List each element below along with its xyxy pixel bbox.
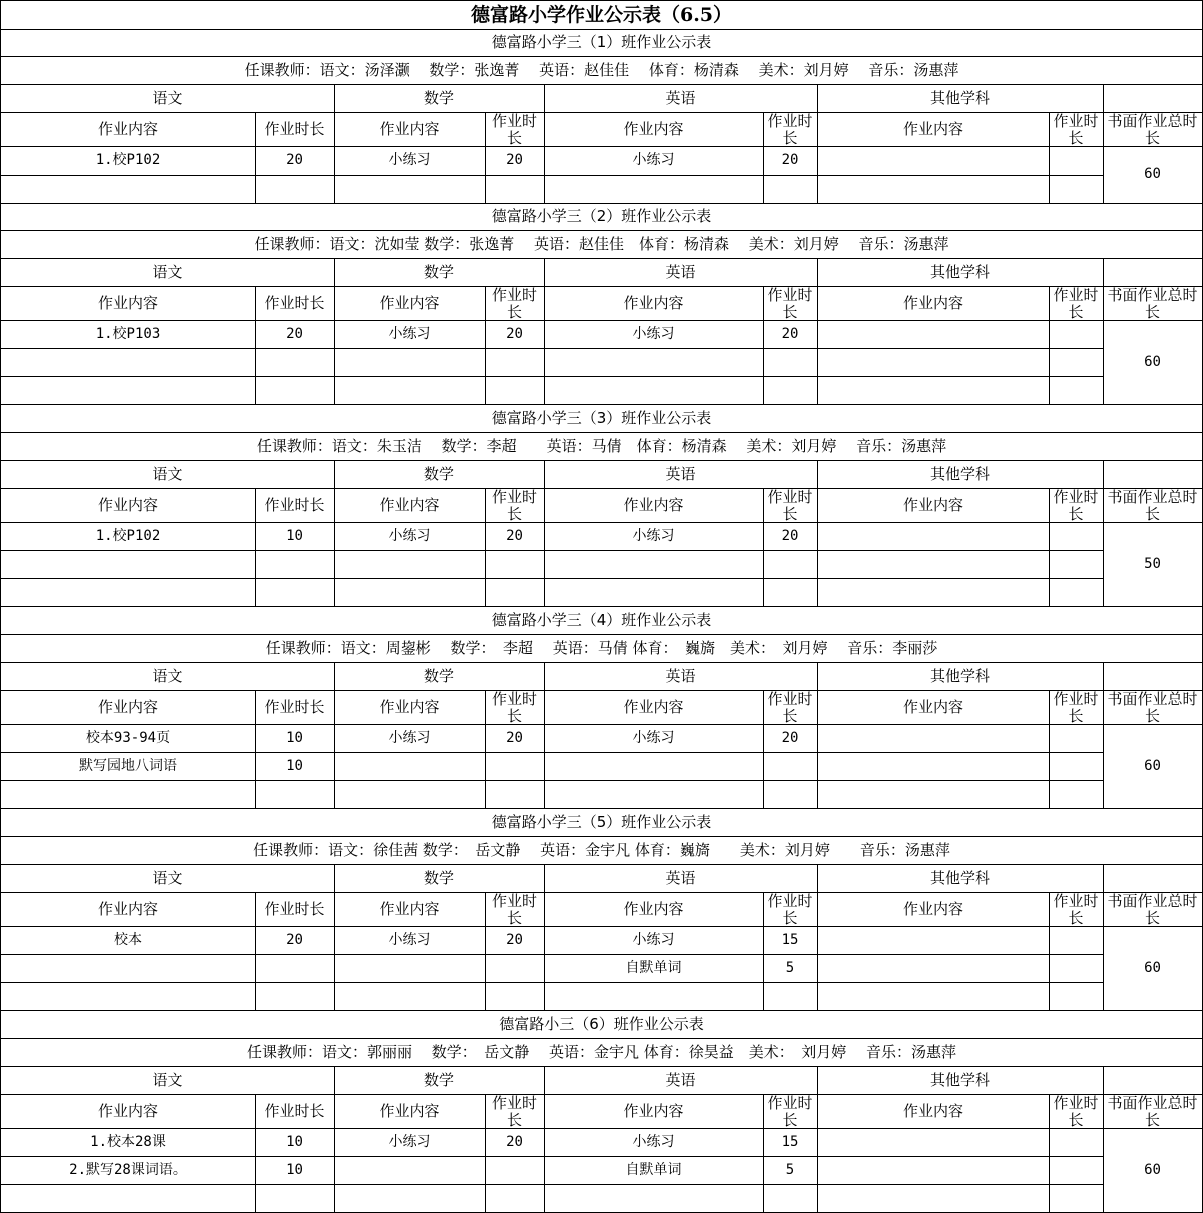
duration-header: 作业时长 [485, 892, 545, 927]
subject-math-header: 数学 [334, 460, 545, 489]
other-duration-cell [1049, 320, 1104, 349]
english-duration-cell: 15 [763, 926, 818, 955]
duration-header: 作业时长 [763, 892, 818, 927]
duration-header: 作业时长 [1049, 690, 1104, 725]
math-duration-cell: 20 [485, 146, 545, 176]
other-content-cell [817, 376, 1050, 405]
chinese-content-cell: 校本93-94页 [0, 724, 256, 753]
subject-chinese-header: 语文 [0, 864, 335, 893]
math-duration-cell [485, 1156, 545, 1185]
total-duration-value: 60 [1103, 1128, 1203, 1213]
other-duration-cell [1049, 376, 1104, 405]
subject-chinese-header: 语文 [0, 662, 335, 691]
teacher-list: 任课教师：语文：沈如莹 数学：张逸菁 英语：赵佳佳 体育：杨清森 美术：刘月婷 音乐：汤惠萍 [0, 230, 1203, 259]
subject-chinese-header: 语文 [0, 1066, 335, 1095]
total-duration-value: 60 [1103, 926, 1203, 1011]
total-duration-value: 50 [1103, 522, 1203, 607]
subject-english-header: 英语 [544, 460, 818, 489]
chinese-content-cell: 1.校P103 [0, 320, 256, 349]
duration-header: 作业时长 [255, 1094, 335, 1129]
subject-other-header: 其他学科 [817, 460, 1104, 489]
content-header: 作业内容 [817, 1094, 1050, 1129]
content-header: 作业内容 [817, 286, 1050, 321]
english-duration-cell: 20 [763, 320, 818, 349]
chinese-content-cell [0, 348, 256, 377]
content-header: 作业内容 [544, 286, 764, 321]
duration-header: 作业时长 [255, 690, 335, 725]
other-content-cell [817, 1184, 1050, 1213]
content-header: 作业内容 [0, 488, 256, 523]
duration-header: 作业时长 [255, 286, 335, 321]
chinese-duration-cell: 10 [255, 724, 335, 753]
subject-other-header: 其他学科 [817, 84, 1104, 113]
math-content-cell [334, 1156, 486, 1185]
other-content-cell [817, 752, 1050, 781]
other-content-cell [817, 1156, 1050, 1185]
subject-english-header: 英语 [544, 662, 818, 691]
content-header: 作业内容 [0, 286, 256, 321]
math-duration-cell [485, 780, 545, 809]
english-duration-cell [763, 982, 818, 1011]
math-duration-cell: 20 [485, 522, 545, 551]
other-content-cell [817, 175, 1050, 204]
content-header: 作业内容 [817, 690, 1050, 725]
english-content-cell: 自默单词 [544, 954, 764, 983]
content-header: 作业内容 [544, 1094, 764, 1129]
other-duration-cell [1049, 780, 1104, 809]
total-duration-value: 60 [1103, 724, 1203, 809]
duration-header: 作业时长 [763, 488, 818, 523]
duration-header: 作业时长 [1049, 112, 1104, 147]
other-duration-cell [1049, 982, 1104, 1011]
english-content-cell [544, 376, 764, 405]
content-header: 作业内容 [0, 112, 256, 147]
subject-other-header: 其他学科 [817, 864, 1104, 893]
english-duration-cell [763, 376, 818, 405]
content-header: 作业内容 [0, 690, 256, 725]
math-content-cell [334, 954, 486, 983]
english-content-cell [544, 550, 764, 579]
english-duration-cell [763, 550, 818, 579]
english-content-cell: 自默单词 [544, 1156, 764, 1185]
chinese-content-cell: 2.默写28课词语。 [0, 1156, 256, 1185]
math-duration-cell [485, 376, 545, 405]
math-duration-cell [485, 578, 545, 607]
math-content-cell: 小练习 [334, 146, 486, 176]
class-title: 德富路小学三（3）班作业公示表 [0, 404, 1203, 433]
subject-english-header: 英语 [544, 864, 818, 893]
english-content-cell [544, 780, 764, 809]
duration-header: 作业时长 [485, 112, 545, 147]
math-content-cell [334, 175, 486, 204]
math-duration-cell: 20 [485, 724, 545, 753]
total-duration-header: 书面作业总时长 [1103, 690, 1203, 725]
chinese-duration-cell [255, 348, 335, 377]
teacher-list: 任课教师：语文：徐佳茜 数学： 岳文静 英语：金宇凡 体育：巍旖 美术：刘月婷 音乐：汤惠萍 [0, 836, 1203, 865]
content-header: 作业内容 [544, 112, 764, 147]
english-duration-cell: 20 [763, 146, 818, 176]
content-header: 作业内容 [334, 690, 486, 725]
class-title: 德富路小学三（1）班作业公示表 [0, 28, 1203, 57]
other-duration-cell [1049, 578, 1104, 607]
chinese-duration-cell [255, 1184, 335, 1213]
english-duration-cell [763, 348, 818, 377]
other-duration-cell [1049, 146, 1104, 176]
english-duration-cell: 15 [763, 1128, 818, 1157]
math-content-cell: 小练习 [334, 1128, 486, 1157]
header-blank-cell [1103, 1066, 1203, 1095]
subject-other-header: 其他学科 [817, 662, 1104, 691]
other-content-cell [817, 146, 1050, 176]
subject-english-header: 英语 [544, 1066, 818, 1095]
other-content-cell [817, 724, 1050, 753]
english-content-cell [544, 982, 764, 1011]
english-duration-cell [763, 175, 818, 204]
math-duration-cell: 20 [485, 320, 545, 349]
math-content-cell [334, 550, 486, 579]
content-header: 作业内容 [817, 112, 1050, 147]
total-duration-header: 书面作业总时长 [1103, 112, 1203, 147]
english-duration-cell: 5 [763, 954, 818, 983]
duration-header: 作业时长 [1049, 1094, 1104, 1129]
total-duration-header: 书面作业总时长 [1103, 286, 1203, 321]
other-content-cell [817, 578, 1050, 607]
chinese-duration-cell: 10 [255, 1128, 335, 1157]
content-header: 作业内容 [0, 892, 256, 927]
class-title: 德富路小学三（5）班作业公示表 [0, 808, 1203, 837]
header-blank-cell [1103, 662, 1203, 691]
total-duration-header: 书面作业总时长 [1103, 892, 1203, 927]
math-content-cell [334, 578, 486, 607]
other-content-cell [817, 780, 1050, 809]
english-content-cell [544, 175, 764, 204]
class-title: 德富路小学三（2）班作业公示表 [0, 202, 1203, 231]
chinese-duration-cell: 10 [255, 1156, 335, 1185]
other-duration-cell [1049, 752, 1104, 781]
content-header: 作业内容 [817, 892, 1050, 927]
total-duration-value: 60 [1103, 320, 1203, 405]
english-content-cell: 小练习 [544, 320, 764, 349]
chinese-duration-cell: 20 [255, 926, 335, 955]
duration-header: 作业时长 [763, 1094, 818, 1129]
content-header: 作业内容 [334, 892, 486, 927]
chinese-content-cell: 1.校本28课 [0, 1128, 256, 1157]
chinese-duration-cell [255, 578, 335, 607]
chinese-content-cell: 校本 [0, 926, 256, 955]
chinese-content-cell [0, 550, 256, 579]
duration-header: 作业时长 [485, 690, 545, 725]
subject-math-header: 数学 [334, 258, 545, 287]
other-duration-cell [1049, 550, 1104, 579]
duration-header: 作业时长 [763, 690, 818, 725]
english-content-cell [544, 1184, 764, 1213]
content-header: 作业内容 [544, 892, 764, 927]
subject-chinese-header: 语文 [0, 258, 335, 287]
duration-header: 作业时长 [763, 112, 818, 147]
chinese-content-cell: 默写园地八词语 [0, 752, 256, 781]
math-content-cell [334, 982, 486, 1011]
chinese-content-cell [0, 780, 256, 809]
english-content-cell [544, 578, 764, 607]
other-duration-cell [1049, 1156, 1104, 1185]
content-header: 作业内容 [334, 286, 486, 321]
other-content-cell [817, 550, 1050, 579]
chinese-content-cell [0, 1184, 256, 1213]
math-content-cell: 小练习 [334, 320, 486, 349]
duration-header: 作业时长 [485, 1094, 545, 1129]
math-duration-cell [485, 1184, 545, 1213]
other-duration-cell [1049, 926, 1104, 955]
subject-math-header: 数学 [334, 84, 545, 113]
class-title: 德富路小三（6）班作业公示表 [0, 1010, 1203, 1039]
chinese-content-cell [0, 376, 256, 405]
english-duration-cell: 5 [763, 1156, 818, 1185]
subject-other-header: 其他学科 [817, 1066, 1104, 1095]
header-blank-cell [1103, 258, 1203, 287]
chinese-duration-cell [255, 550, 335, 579]
header-blank-cell [1103, 84, 1203, 113]
content-header: 作业内容 [334, 1094, 486, 1129]
chinese-content-cell [0, 954, 256, 983]
chinese-duration-cell: 10 [255, 752, 335, 781]
english-content-cell [544, 752, 764, 781]
other-duration-cell [1049, 1184, 1104, 1213]
english-content-cell: 小练习 [544, 522, 764, 551]
math-content-cell [334, 780, 486, 809]
other-duration-cell [1049, 348, 1104, 377]
math-content-cell [334, 1184, 486, 1213]
math-content-cell: 小练习 [334, 724, 486, 753]
english-duration-cell [763, 1184, 818, 1213]
chinese-content-cell: 1.校P102 [0, 522, 256, 551]
other-duration-cell [1049, 175, 1104, 204]
math-content-cell [334, 348, 486, 377]
header-blank-cell [1103, 864, 1203, 893]
teacher-list: 任课教师：语文：周鋆彬 数学： 李超 英语：马倩 体育： 巍旖 美术： 刘月婷 音乐：李丽莎 [0, 634, 1203, 663]
chinese-duration-cell [255, 954, 335, 983]
duration-header: 作业时长 [1049, 286, 1104, 321]
english-content-cell: 小练习 [544, 724, 764, 753]
subject-math-header: 数学 [334, 864, 545, 893]
teacher-list: 任课教师：语文：郭丽丽 数学： 岳文静 英语：金宇凡 体育：徐昊益 美术： 刘月婷 音乐：汤惠萍 [0, 1038, 1203, 1067]
math-duration-cell [485, 550, 545, 579]
subject-english-header: 英语 [544, 258, 818, 287]
chinese-duration-cell [255, 175, 335, 204]
math-content-cell: 小练习 [334, 926, 486, 955]
content-header: 作业内容 [0, 1094, 256, 1129]
subject-math-header: 数学 [334, 1066, 545, 1095]
chinese-duration-cell: 20 [255, 146, 335, 176]
other-content-cell [817, 954, 1050, 983]
class-title: 德富路小学三（4）班作业公示表 [0, 606, 1203, 635]
math-duration-cell: 20 [485, 926, 545, 955]
chinese-duration-cell [255, 376, 335, 405]
chinese-duration-cell: 10 [255, 522, 335, 551]
other-duration-cell [1049, 1128, 1104, 1157]
math-duration-cell [485, 954, 545, 983]
english-duration-cell [763, 780, 818, 809]
other-content-cell [817, 982, 1050, 1011]
other-duration-cell [1049, 954, 1104, 983]
chinese-content-cell [0, 175, 256, 204]
english-duration-cell: 20 [763, 724, 818, 753]
math-duration-cell [485, 982, 545, 1011]
total-duration-header: 书面作业总时长 [1103, 1094, 1203, 1129]
english-content-cell: 小练习 [544, 1128, 764, 1157]
chinese-content-cell [0, 982, 256, 1011]
chinese-duration-cell: 20 [255, 320, 335, 349]
english-content-cell [544, 348, 764, 377]
teacher-list: 任课教师：语文：朱玉洁 数学：李超 英语：马倩 体育：杨清森 美术：刘月婷 音乐：汤惠萍 [0, 432, 1203, 461]
duration-header: 作业时长 [255, 488, 335, 523]
other-content-cell [817, 926, 1050, 955]
duration-header: 作业时长 [485, 488, 545, 523]
english-content-cell: 小练习 [544, 926, 764, 955]
other-content-cell [817, 1128, 1050, 1157]
math-content-cell [334, 752, 486, 781]
subject-math-header: 数学 [334, 662, 545, 691]
math-content-cell [334, 376, 486, 405]
chinese-duration-cell [255, 982, 335, 1011]
chinese-content-cell [0, 578, 256, 607]
duration-header: 作业时长 [1049, 488, 1104, 523]
other-content-cell [817, 320, 1050, 349]
content-header: 作业内容 [817, 488, 1050, 523]
page-title: 德富路小学作业公示表（6.5） [0, 0, 1203, 30]
math-duration-cell [485, 175, 545, 204]
content-header: 作业内容 [544, 690, 764, 725]
subject-chinese-header: 语文 [0, 460, 335, 489]
other-content-cell [817, 522, 1050, 551]
math-duration-cell [485, 752, 545, 781]
subject-chinese-header: 语文 [0, 84, 335, 113]
duration-header: 作业时长 [1049, 892, 1104, 927]
chinese-duration-cell [255, 780, 335, 809]
total-duration-header: 书面作业总时长 [1103, 488, 1203, 523]
math-duration-cell: 20 [485, 1128, 545, 1157]
duration-header: 作业时长 [763, 286, 818, 321]
subject-other-header: 其他学科 [817, 258, 1104, 287]
duration-header: 作业时长 [255, 892, 335, 927]
content-header: 作业内容 [334, 112, 486, 147]
subject-english-header: 英语 [544, 84, 818, 113]
english-duration-cell: 20 [763, 522, 818, 551]
total-duration-value: 60 [1103, 146, 1203, 204]
content-header: 作业内容 [544, 488, 764, 523]
math-content-cell: 小练习 [334, 522, 486, 551]
content-header: 作业内容 [334, 488, 486, 523]
chinese-content-cell: 1.校P102 [0, 146, 256, 176]
teacher-list: 任课教师：语文：汤泽灏 数学：张逸菁 英语：赵佳佳 体育：杨清森 美术：刘月婷 音乐：汤惠萍 [0, 56, 1203, 85]
english-content-cell: 小练习 [544, 146, 764, 176]
other-duration-cell [1049, 724, 1104, 753]
english-duration-cell [763, 578, 818, 607]
duration-header: 作业时长 [485, 286, 545, 321]
other-duration-cell [1049, 522, 1104, 551]
other-content-cell [817, 348, 1050, 377]
math-duration-cell [485, 348, 545, 377]
header-blank-cell [1103, 460, 1203, 489]
duration-header: 作业时长 [255, 112, 335, 147]
english-duration-cell [763, 752, 818, 781]
